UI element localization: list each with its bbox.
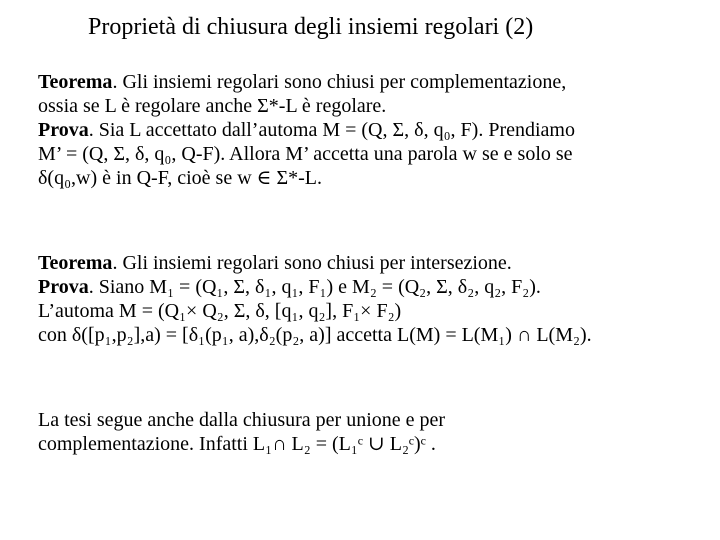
proof-line — [38, 275, 714, 299]
theorem-label: Teorema — [38, 252, 113, 274]
proof-text-line: δ(q₀,w) è in Q-F, cioè se w ∈ Σ*-L. — [38, 167, 322, 189]
proof-text: . Siano M₁ = (Q₁, Σ, δ₁, q₁, F₁) e M₂ = (Q₂, Σ, δ₂, q₂, F₂). — [88, 276, 541, 298]
theorem-text: . Gli insiemi regolari sono chiusi per intersezione. — [112, 252, 512, 274]
proof-text-line: M’ = (Q, Σ, δ, q₀, Q-F). Allora M’ accetta una parola w se e solo se — [38, 143, 573, 165]
proof-text-line: L’automa M = (Q₁× Q₂, Σ, δ, [q₁, q₂], F₁× F₂) — [38, 300, 402, 322]
theorem-text-line: ossia se L è regolare anche Σ*-L è regolare. — [38, 95, 387, 117]
proof-text-line: con δ([p₁,p₂],a) = [δ₁(p₁, a),δ₂(p₂, a)] accetta L(M) = L(M₁) ∩ L(M₂). — [38, 324, 592, 346]
conclusion-line: complementazione. Infatti L₁∩ L₂ = (L₁ᶜ ∪ L₂ᶜ)ᶜ . — [38, 433, 436, 455]
theorem-label: Teorema — [38, 71, 113, 93]
theorem-text: . Gli insiemi regolari sono chiusi per complementazione, — [112, 71, 567, 93]
theorem-line — [38, 70, 714, 94]
theorem-line — [38, 251, 714, 275]
conclusion-line: La tesi segue anche dalla chiusura per unione e per — [38, 409, 446, 431]
conclusion-block — [38, 408, 714, 456]
proof-line — [38, 118, 714, 142]
intersection-theorem-block — [38, 251, 714, 347]
proof-text: . Sia L accettato dall’automa M = (Q, Σ, δ, q₀, F). Prendiamo — [88, 119, 575, 141]
complement-theorem-block — [38, 70, 714, 190]
slide-title: Proprietà di chiusura degli insiemi regolari (2) — [88, 14, 534, 40]
proof-label: Prova — [38, 276, 89, 298]
proof-label: Prova — [38, 119, 89, 141]
